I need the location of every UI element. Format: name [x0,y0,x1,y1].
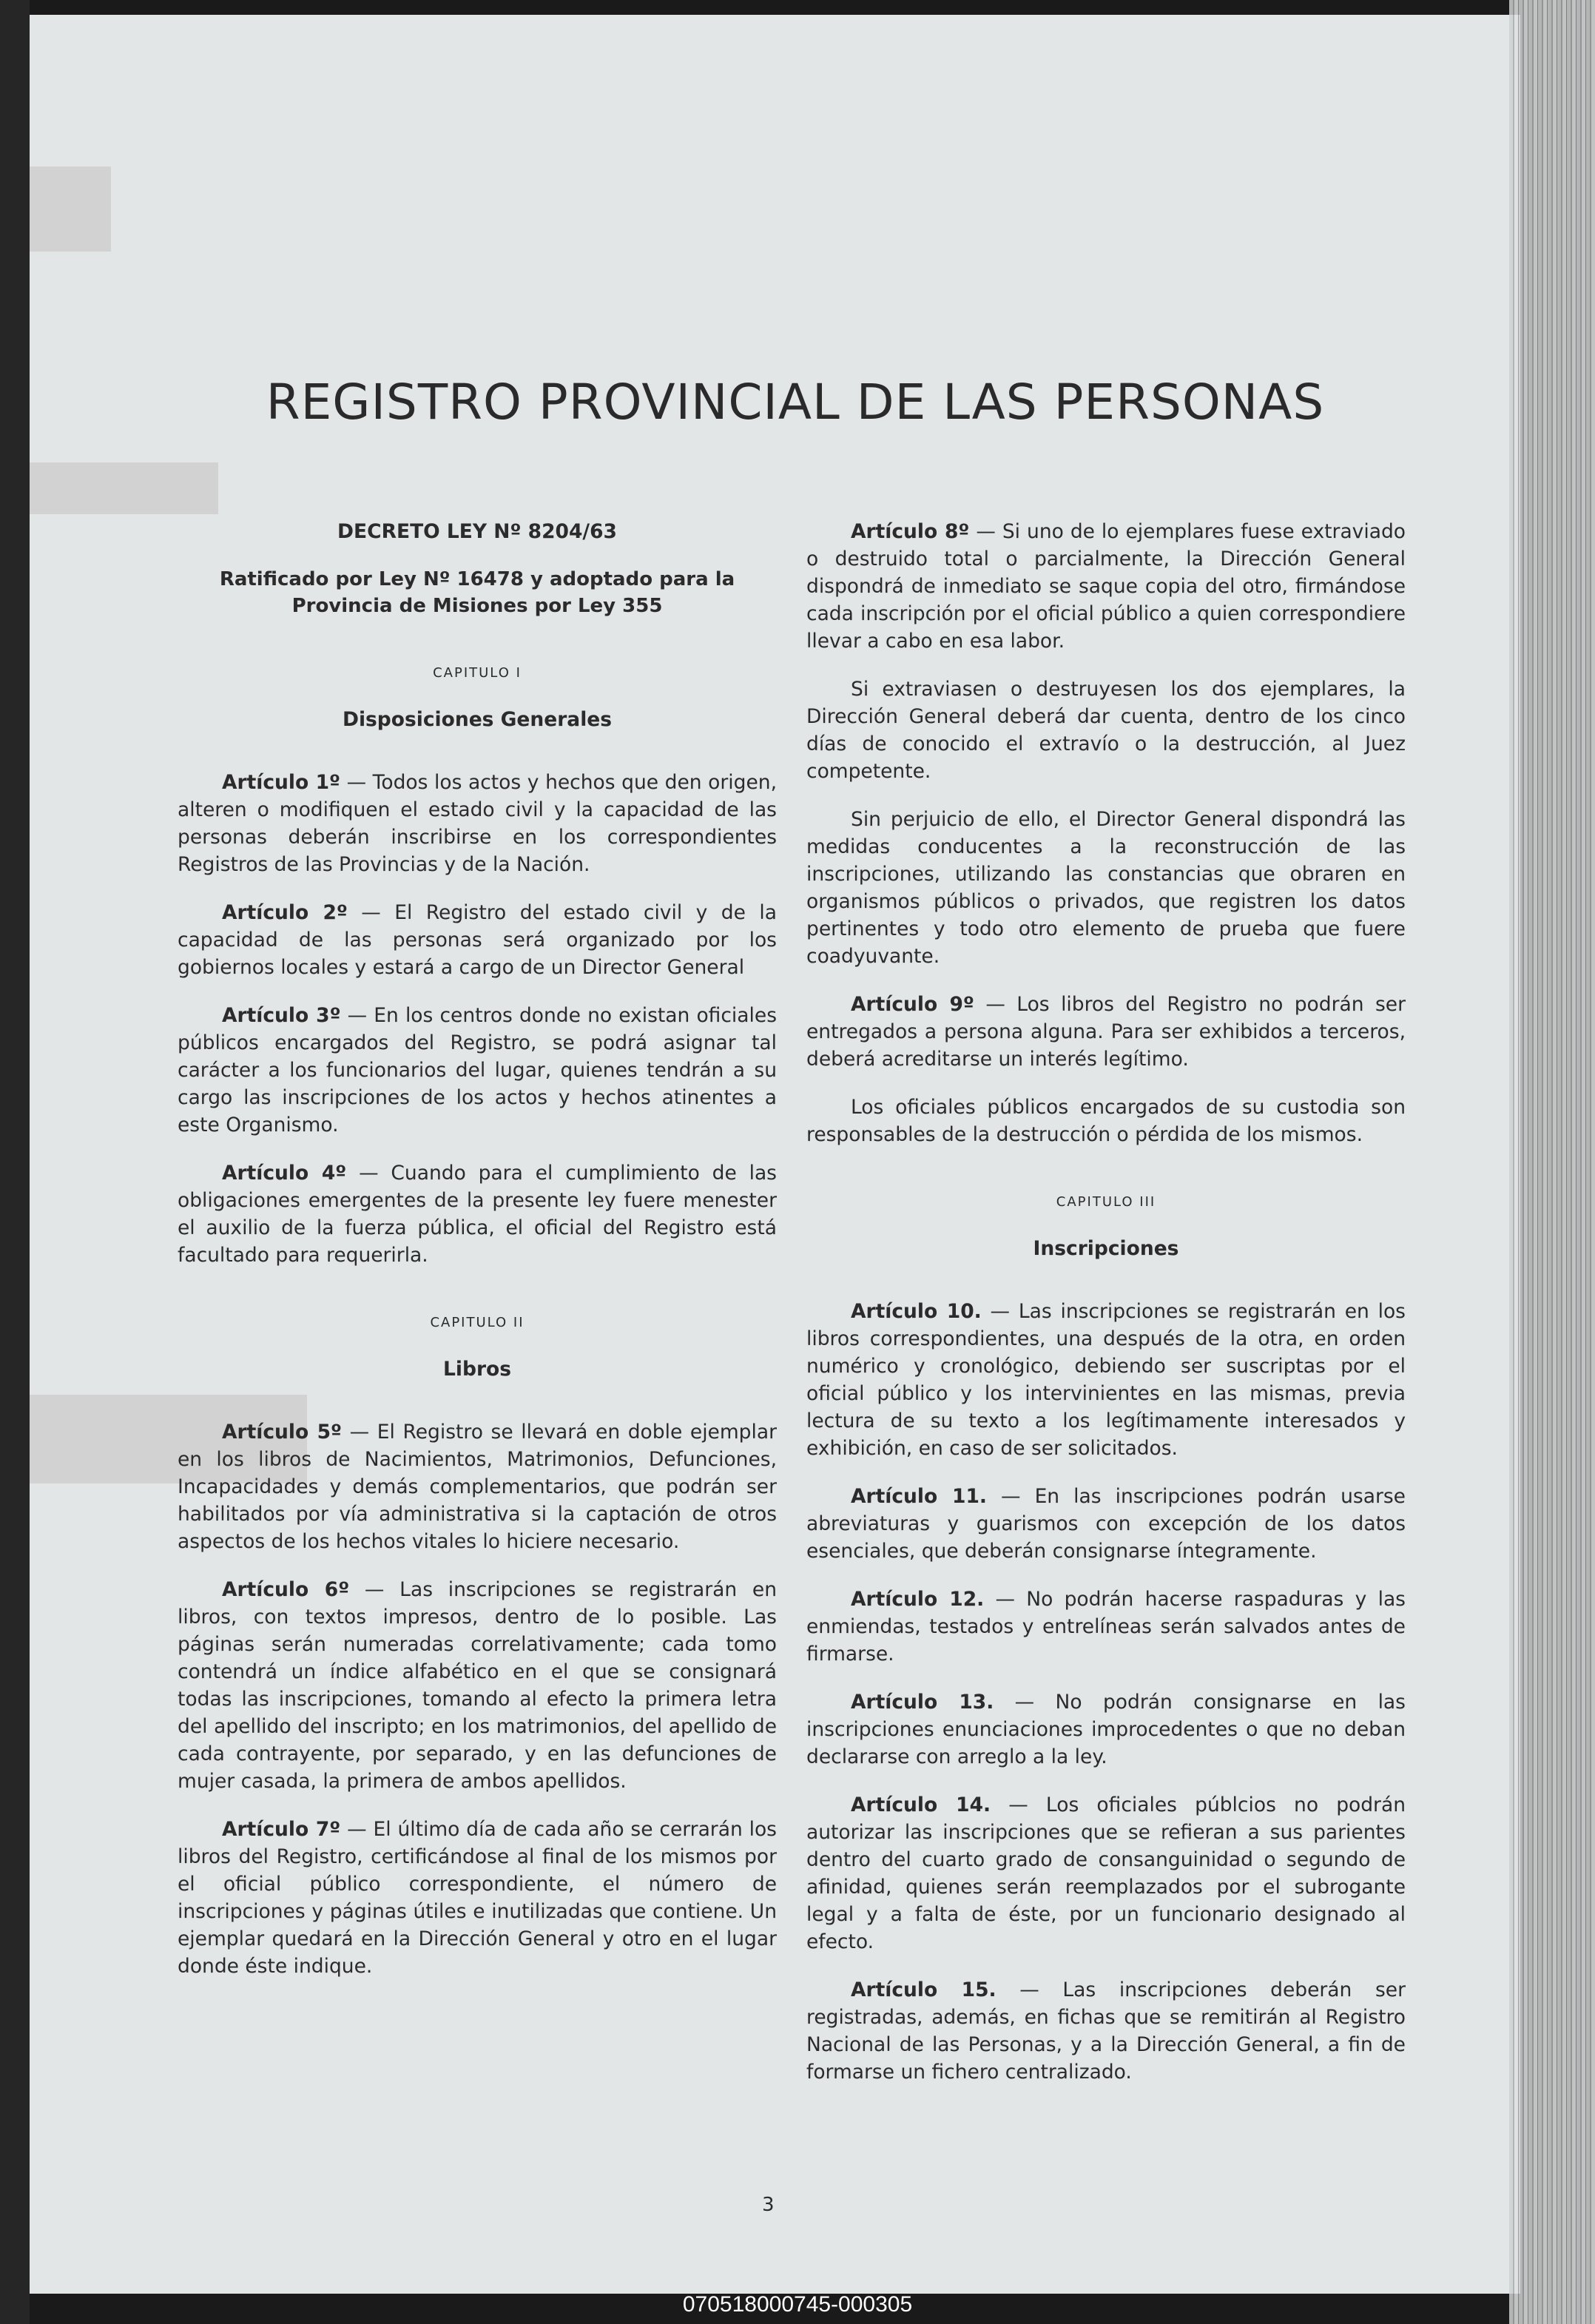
article-text: — Las inscripciones se registrarán en libros, con textos impresos, dentro de lo posible. Las páginas serán numeradas correlativamente; cada tomo contendrá un índice alfabético en el que se consignará todas las inscripciones, tomando al efecto la primera letra del apellido del inscripto; en los matrimonios, del apellido de cada contrayente, por separado, y en las defunciones de mujer casada, la primera de ambos apellidos. [178,1578,777,1793]
chapter-heading: Libros [443,1358,511,1381]
article-text: — Los libros del Registro no podrán ser entregados a persona alguna. Para ser exhibidos a terceros, deberá acreditarse un interés legítimo. [806,993,1406,1071]
article [806,1586,1406,1668]
article [806,1688,1406,1771]
article-text: — El Registro del estado civil y de la capacidad de las personas será organizado por los gobiernos locales y estará a cargo de un Director General [178,901,777,979]
page-number: 3 [762,2194,775,2216]
article-paragraph: Si extraviasen o destruyesen los dos ejemplares, la Dirección General deberá dar cuenta, dentro de los cinco días de conocido el extravío o la destrucción, al Juez competente. [806,678,1406,783]
article [806,991,1406,1073]
article-text: — No podrán hacerse raspaduras y las enmiendas, testados y entrelíneas serán salvados antes de firmarse. [806,1588,1406,1665]
tape-mark [30,462,218,514]
article [178,769,777,878]
article-text: — En las inscripciones podrán usarse abreviaturas y guarismos con excepción de los datos esenciales, que deberán consignarse íntegramente. [806,1485,1406,1563]
article [178,1002,777,1139]
scan-identifier: 070518000745-000305 [682,2292,913,2317]
article-label: Artículo 6º [222,1578,350,1601]
article-label: Artículo 8º [851,520,970,543]
article-label: Artículo 7º [222,1818,341,1841]
article-text: — Los oficiales públcios no podrán autorizar las inscripciones que se refieran a sus parientes dentro del cuarto grado de consanguinidad o segundo de afinidad, quienes serán reemplazados por el subrogante legal y a falta de éste, por un funcionario designado al efecto. [806,1793,1406,1953]
chapter-heading: Disposiciones Generales [342,708,613,731]
article-label: Artículo 9º [851,993,974,1016]
chapter-label: CAPITULO II [430,1315,525,1330]
article [178,1576,777,1795]
scan-left-border [0,0,30,2324]
article [806,1298,1406,1462]
article-text: — Cuando para el cumplimiento de las obligaciones emergentes de la presente ley fuere menester el auxilio de la fuerza pública, el oficial del Registro está facultado para requerirla. [178,1162,777,1267]
article [178,1418,777,1555]
chapter-label: CAPITULO III [1056,1194,1156,1210]
article-paragraph: Sin perjuicio de ello, el Director General dispondrá las medidas conducentes a la reconstrucción de las inscripciones, utilizando las constancias que obraren en organismos públicos o privados, que registren los datos pertinentes y todo otro elemento de prueba que fuere coadyuvante. [806,808,1406,968]
article-label: Artículo 3º [222,1004,341,1027]
article [806,1976,1406,2086]
article [806,1483,1406,1565]
article-text: — No podrán consignarse en las inscripciones enunciaciones improcedentes o que no deban declararse con arreglo a la ley. [806,1691,1406,1768]
article-text: — En los centros donde no existan oficiales públicos encargados del Registro, se podrá asignar tal carácter a los funcionarios del lugar, quienes tendrán a su cargo las inscripciones de los actos y hechos atinentes a este Organismo. [178,1004,777,1136]
article-paragraph: Los oficiales públicos encargados de su custodia son responsables de la destrucción o pérdida de los mismos. [806,1096,1406,1146]
decree-heading: DECRETO LEY Nº 8204/63 [337,520,617,543]
chapter-heading: Inscripciones [1033,1237,1179,1260]
ratification-note: Ratificado por Ley Nº 16478 y adoptado para la Provincia de Misiones por Ley 355 [219,568,735,617]
article [178,1816,777,1980]
page-title: REGISTRO PROVINCIAL DE LAS PERSONAS [266,374,1325,431]
right-column [806,518,1406,2106]
chapter-label: CAPITULO I [433,665,522,681]
article-label: Artículo 4º [222,1162,347,1185]
article-text: — El Registro se llevará en doble ejemplar en los libros de Nacimientos, Matrimonios, Defunciones, Incapacidades y demás complementarios, que podrán ser habilitados por vía administrativa si la captación de otros aspectos de los hechos vitales lo hiciere necesario. [178,1421,777,1553]
article [178,899,777,981]
article [806,1791,1406,1956]
page-edges [1509,0,1595,2324]
left-column [178,518,777,2001]
article-label: Artículo 12. [851,1588,985,1611]
article-text: — El último día de cada año se cerrarán los libros del Registro, certificándose al final de los mismos por el oficial público correspondiente, el número de inscripciones y páginas útiles e inutilizadas que contiene. Un ejemplar quedará en la Dirección General y otro en el lugar donde éste indique. [178,1818,777,1978]
article-label: Artículo 10. [851,1300,982,1323]
article [806,518,1406,655]
article-label: Artículo 14. [851,1793,991,1816]
article-text: — Si uno de lo ejemplares fuese extraviado o destruido total o parcialmente, la Dirección General dispondrá de inmediato se saque copia del otro, firmándose cada inscripción por el oficial público a quien correspondiere llevar a cabo en esa labor. [806,520,1406,653]
article [178,1159,777,1269]
article-label: Artículo 11. [851,1485,987,1508]
article-text: — Todos los actos y hechos que den origen, alteren o modifiquen el estado civil y la capacidad de las personas deberán inscribirse en los correspondientes Registros de las Provincias y de la Nación. [178,771,777,876]
article-label: Artículo 1º [222,771,340,794]
article-label: Artículo 15. [851,1978,997,2001]
article-label: Artículo 5º [222,1421,343,1444]
tape-mark [30,166,111,252]
article-text: — Las inscripciones se registrarán en los libros correspondientes, una después de la otra, en orden numérico y cronológico, debiendo ser suscriptas por el oficial público y los intervinientes en las mismas, previa lectura de su texto a los legítimamente interesados y exhibición, en caso de ser solicitados. [806,1300,1406,1460]
article-label: Artículo 2º [222,901,348,924]
article-label: Artículo 13. [851,1691,994,1714]
article-text: — Las inscripciones deberán ser registradas, además, en fichas que se remitirán al Registro Nacional de las Personas, y a la Dirección General, a fin de formarse un fichero centralizado. [806,1978,1406,2084]
